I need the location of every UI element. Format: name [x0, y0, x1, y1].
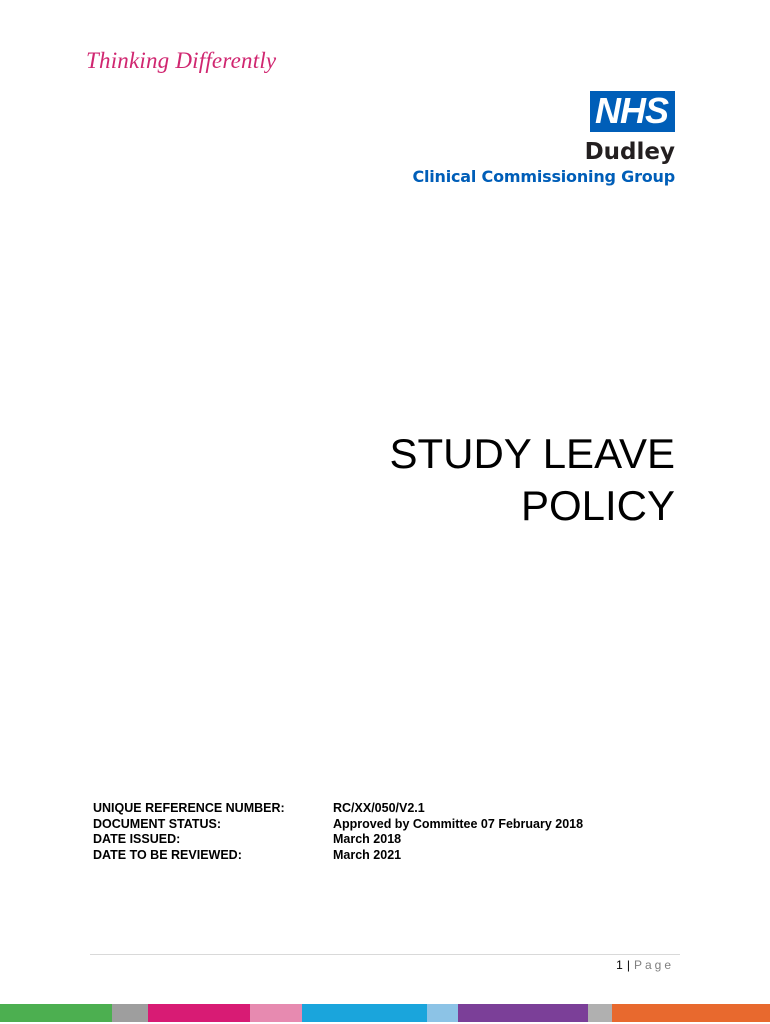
issued-value: March 2018 — [333, 832, 402, 846]
document-info-table — [93, 801, 583, 863]
title-line-2: POLICY — [520, 482, 675, 529]
color-band-segment — [427, 1004, 458, 1022]
color-band-segment — [458, 1004, 588, 1022]
review-label: DATE TO BE REVIEWED: — [93, 847, 242, 862]
document-title — [255, 428, 675, 532]
color-band-segment — [612, 1004, 770, 1022]
org-name: Dudley — [584, 139, 675, 165]
color-band-segment — [302, 1004, 427, 1022]
color-band-segment — [588, 1004, 612, 1022]
page-separator: | — [626, 958, 630, 972]
reference-value: RC/XX/050/V2.1 — [333, 801, 425, 815]
info-row-reference — [93, 801, 583, 817]
status-value: Approved by Committee 07 February 2018 — [333, 816, 584, 831]
color-band-segment — [148, 1004, 250, 1022]
info-row-issued — [93, 832, 583, 848]
review-value: March 2021 — [333, 847, 402, 862]
issued-label: DATE ISSUED: — [93, 832, 181, 846]
page-word: Page — [633, 958, 674, 972]
title-line-1: STUDY LEAVE — [389, 430, 675, 477]
decorative-color-band — [0, 1004, 770, 1022]
color-band-segment — [250, 1004, 302, 1022]
info-row-review — [93, 848, 583, 864]
footer-divider — [90, 954, 680, 955]
org-subtitle: Clinical Commissioning Group — [412, 167, 675, 186]
page-number — [616, 958, 674, 972]
nhs-logo: NHS — [590, 91, 675, 132]
color-band-segment — [112, 1004, 148, 1022]
tagline: Thinking Differently — [86, 48, 277, 73]
nhs-logo-block — [412, 91, 675, 188]
info-row-status — [93, 817, 583, 833]
page-number-value: 1 — [616, 958, 623, 972]
color-band-segment — [0, 1004, 112, 1022]
reference-label: UNIQUE REFERENCE NUMBER: — [93, 801, 285, 815]
status-label: DOCUMENT STATUS: — [93, 816, 221, 831]
